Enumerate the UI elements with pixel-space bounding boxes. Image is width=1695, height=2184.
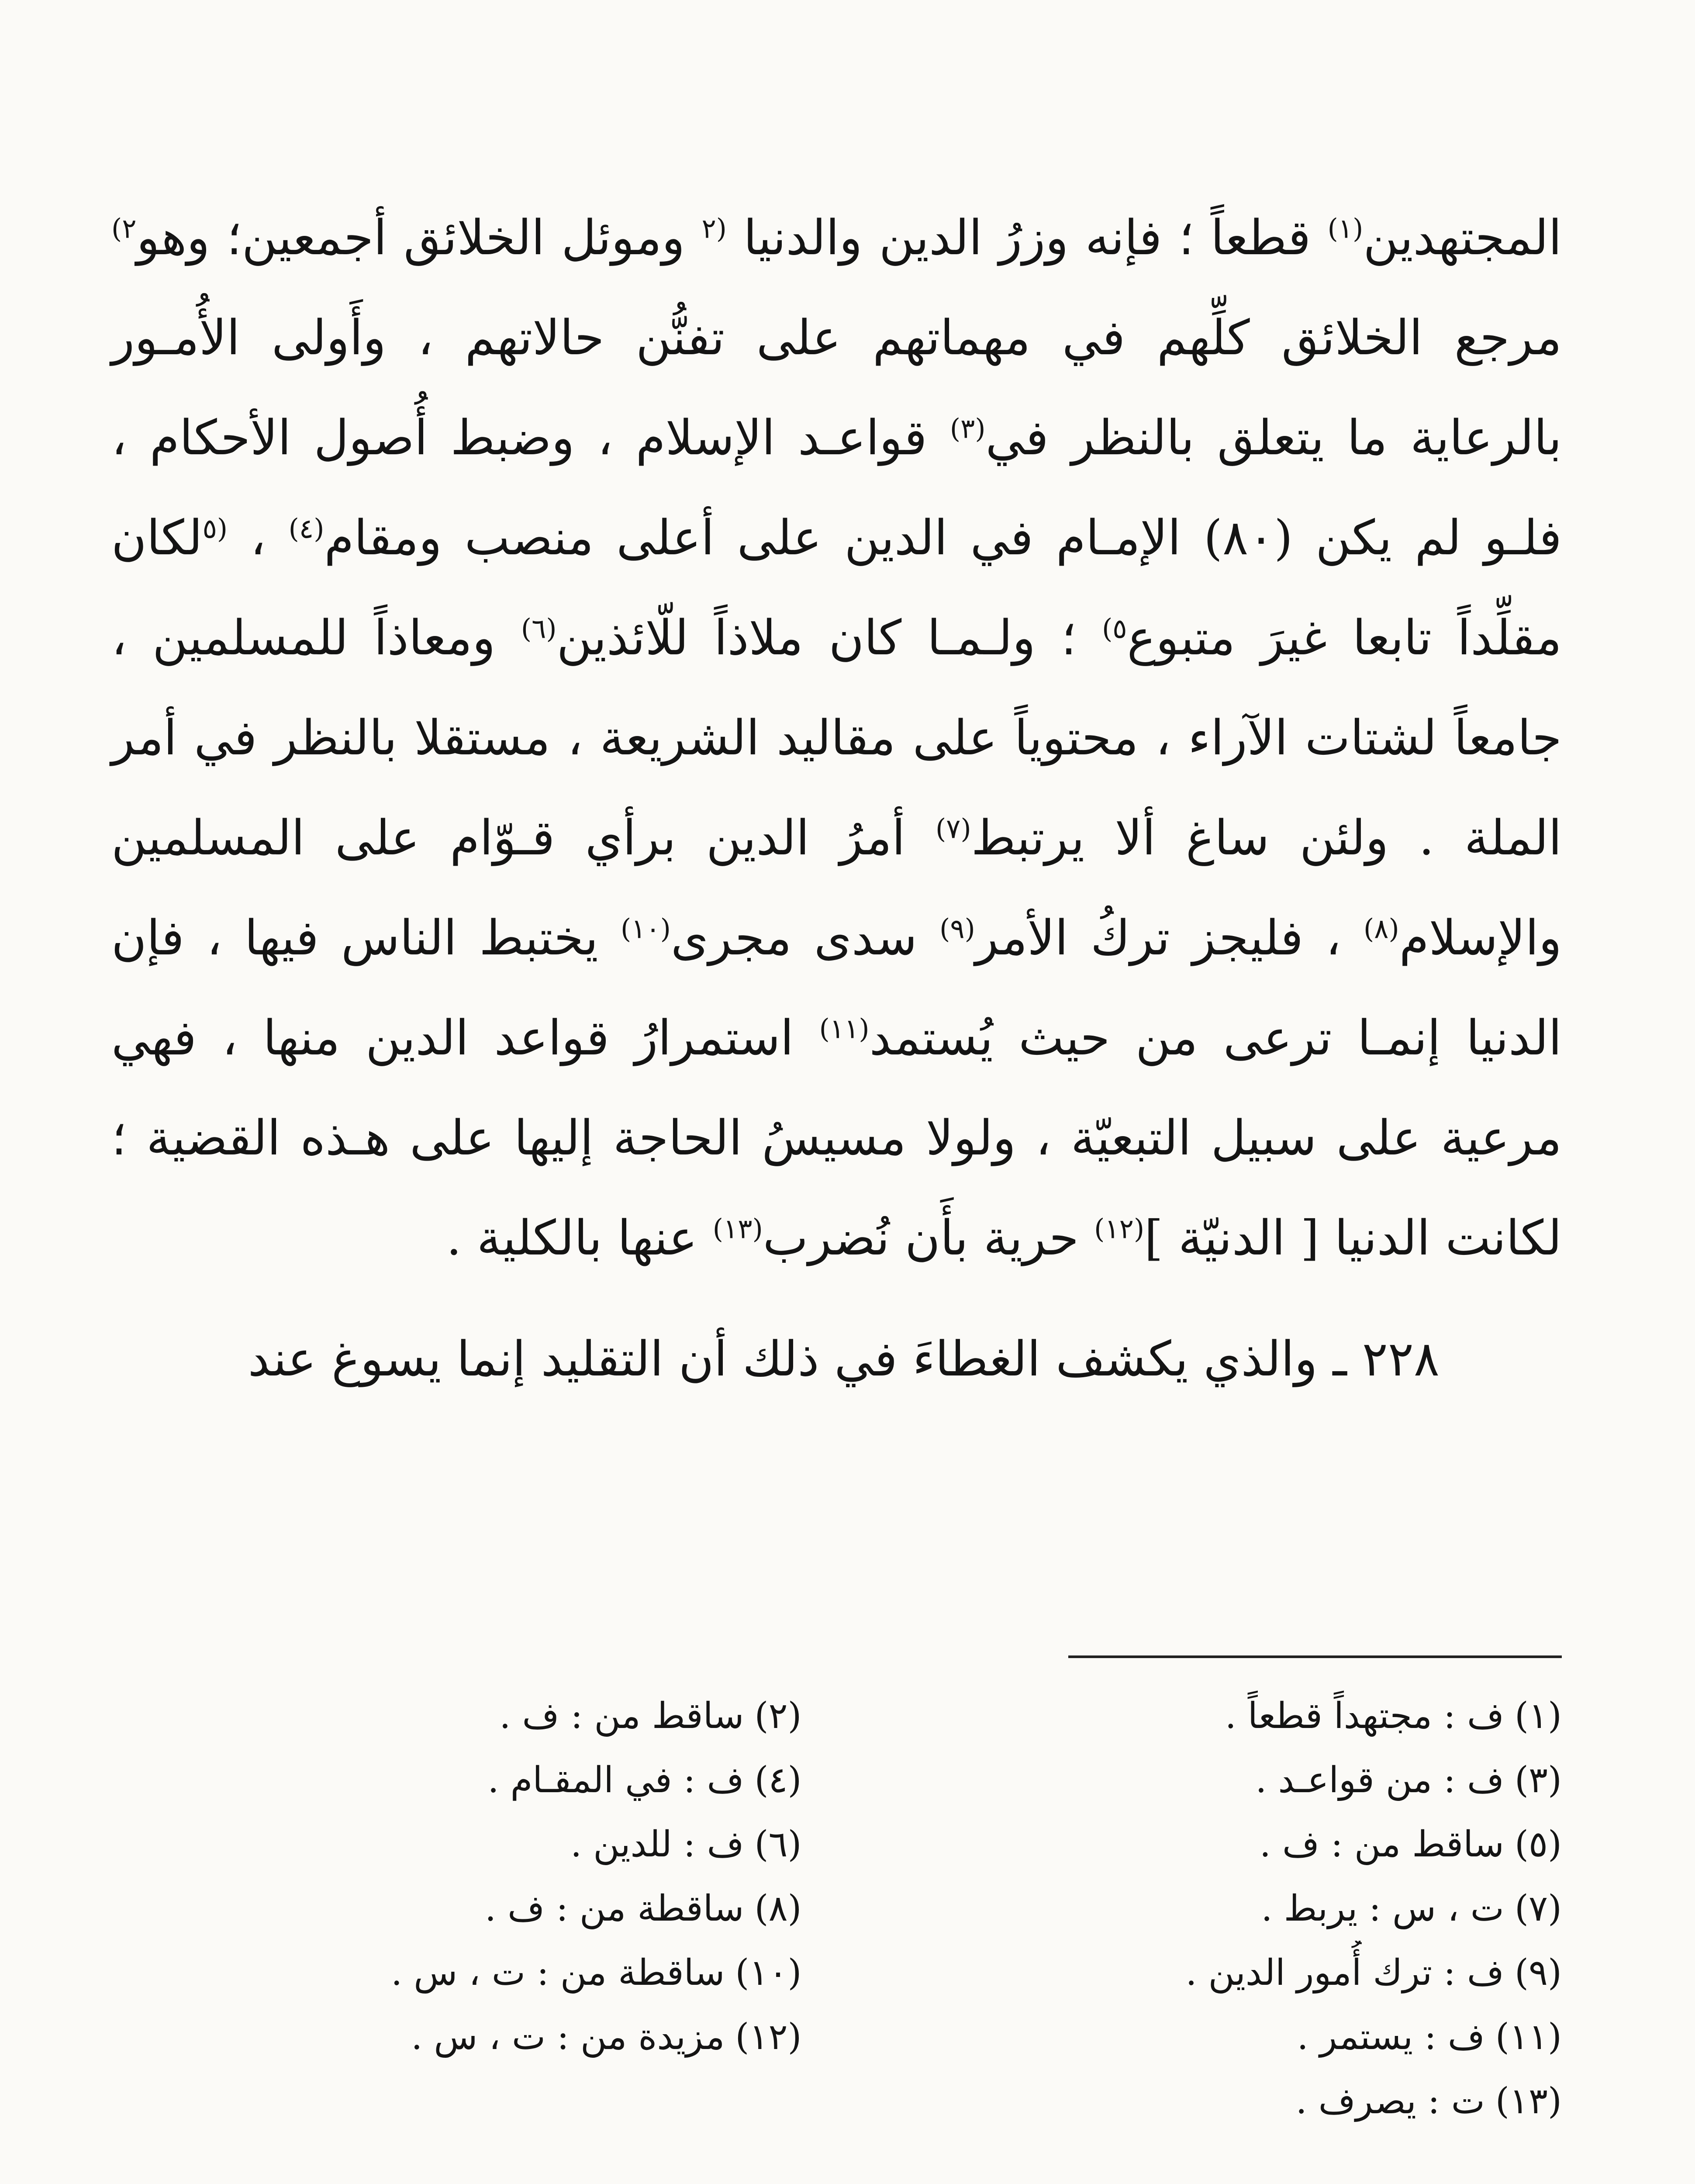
footnote-marker: (٨) [1363,912,1399,945]
paragraph-2: ٢٢٨ ـ والذي يكشف الغطاءَ في ذلك أن التقليد إنما يسوغ عند [248,1331,1440,1387]
footnote-marker: (٣) [949,412,986,445]
text-segment: مرجع الخلائق كلِّهم في مهماتهم على تفنُّن حالاتهم ، وأَولى الأُمـور بالرعاية ما يتعلق بالنظر في [111,310,1562,466]
footnote-item [111,1684,802,1748]
footnote-number: (٢) [754,1695,802,1737]
footnote-item [111,1812,802,1876]
footnote-marker: (٢ [701,212,727,245]
footnotes [111,1684,1562,2133]
text-segment: عنها بالكلية . [446,1210,713,1266]
footnote-number: (٤) [754,1759,802,1801]
footnote-marker: ٢) [111,212,137,245]
footnote-number: (١٠) [735,1952,802,1994]
text-segment: حرية بأَن نُضرب [763,1210,1094,1266]
text-segment: وموئل الخلائق أجمعين؛ وهو [136,210,702,266]
footnote-text: ت : يصرف . [1295,2080,1485,2122]
footnote-text: ف : في المقـام . [487,1759,744,1801]
footnote-text: ت ، س : يربط . [1261,1888,1504,1929]
footnote-item [111,1876,802,1941]
footnote-text: ف : للدين . [570,1824,744,1865]
footnote-marker: (١٠) [620,912,671,945]
footnote-number: (١) [1514,1695,1562,1737]
footnote-text: ف : مجتهداً قطعاً . [1225,1695,1504,1737]
footnote-number: (٦) [754,1824,802,1865]
footnote-text: مزيدة من : ت ، س . [411,2016,725,2058]
footnote-text: ساقطة من : ف . [485,1888,744,1929]
footnote-marker: (٤) [288,512,325,545]
footnote-item [111,1941,802,2005]
paragraph-1 [111,188,1562,1288]
footnote-number: (١٣) [1495,2080,1562,2122]
footnote-item [111,1748,802,1812]
footnote-text: ساقط من : ف . [1259,1824,1504,1865]
footnote-text: ساقط من : ف . [499,1695,744,1737]
footnote-text: ف : من قواعـد . [1255,1759,1504,1801]
footnote-number: (٧) [1514,1888,1562,1929]
footnote-marker: (٧) [935,812,971,845]
text-segment: ؛ ولـمـا كان ملاذاً للّائذين [556,610,1102,666]
footnote-marker: (٥ [202,512,228,545]
text-segment: يختبط الناس فيها ، فإن الدنيا إنمـا ترعى من حيث يُستمد [111,910,1562,1066]
footnote-number: (٩) [1514,1952,1562,1994]
footnote-number: (٥) [1514,1824,1562,1865]
footnote-item [872,2005,1562,2069]
footnote-item [872,1684,1562,1748]
footnote-number: (٨) [754,1888,802,1929]
footnote-item [872,1748,1562,1812]
footnote-text: ف : يستمر . [1297,2016,1485,2058]
footnote-item [872,1941,1562,2005]
footnote-divider [1068,1655,1562,1658]
footnote-item [872,2069,1562,2133]
text-segment: لكان مقلِّداً تابعا غيرَ متبوع [111,510,1562,666]
text-segment: استمرارُ قواعد الدين منها ، فهي مرعية على سبيل التبعيّة ، ولولا مسيسُ الحاجة إليها على هـذه القضية ؛ لكانت الدنيا [ الدنيّة ] [111,1010,1562,1266]
footnote-marker: (١٣) [712,1213,763,1245]
text-segment: المجتهدين [1363,210,1562,266]
footnote-marker: ٥) [1102,612,1127,645]
footnote-marker: (١١) [819,1013,870,1045]
text-segment: ، [228,510,289,566]
footnote-number: (١١) [1495,2016,1562,2058]
footnote-number: (٣) [1514,1759,1562,1801]
footnote-text: ساقطة من : ت ، س . [391,1952,725,1994]
main-text [111,188,1562,1409]
text-segment: قواعـد الإسلام ، وضبط أُصول الأحكام ، فلـو لم يكن (٨٠) الإمـام في الدين على أعلى منصب ومقام [111,410,1562,566]
footnote-marker: (١) [1327,212,1364,245]
text-segment: قطعاً ؛ فإنه وزرُ الدين والدنيا [726,210,1328,266]
text-segment: أمرُ الدين برأي قـوّام على المسلمين والإسلام [111,810,1562,966]
text-segment: سدى مجرى [670,910,940,966]
footnote-item [872,1876,1562,1941]
footnote-text: ف : ترك أُمور الدين . [1185,1952,1504,1994]
footnote-marker: (٦) [521,612,557,645]
footnote-item [111,2005,802,2069]
footnote-marker: (١٢) [1094,1213,1145,1245]
text-segment: ، فليجز تركُ الأمر [975,910,1364,966]
footnote-marker: (٩) [939,912,975,945]
footnote-number: (١٢) [735,2016,802,2058]
footnote-item [872,1812,1562,1876]
text-segment: ومعاذاً للمسلمين ، جامعاً لشتات الآراء ، محتوياً على مقاليد الشريعة ، مستقلا بالنظر في أمر الملة . ولئن ساغ ألا يرتبط [111,610,1562,866]
